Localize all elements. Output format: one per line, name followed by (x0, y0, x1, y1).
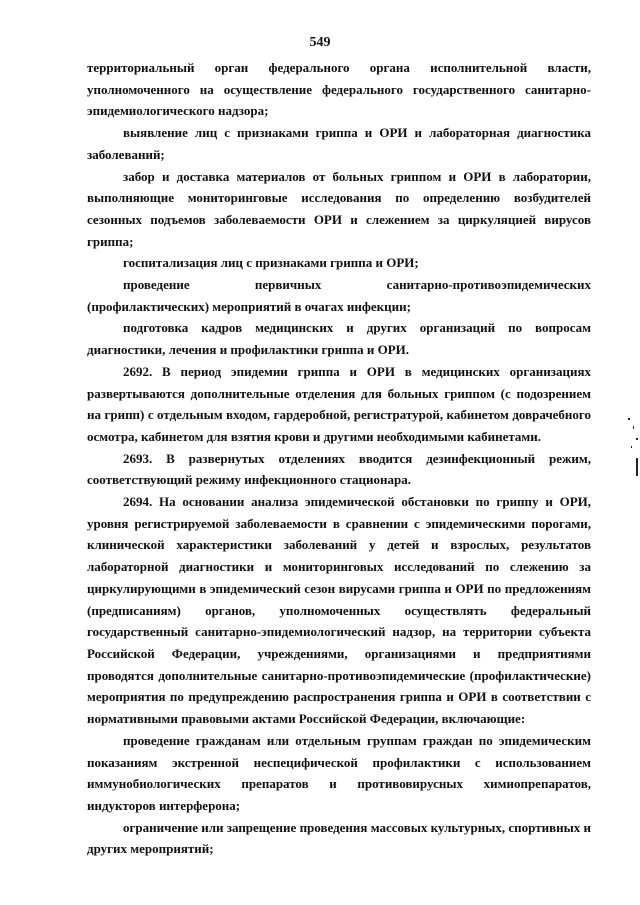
scan-artifact (636, 458, 638, 476)
paragraph-clause-2694: 2694. На основании анализа эпидемической обстановки по гриппу и ОРИ, уровня регистрируемой заболеваемости в сравнении с эпидемическими порогами, клинической характеристики заболеваний у детей и взрослых, результатов лабораторной диагностики и мониторинговых исследований по слежению за циркулирующими в эпидемический сезон вирусами гриппа и ОРИ по предложениям (предписаниям) органов, уполномоченных осуществлять федеральный государственный санитарно-эпидемиологический надзор, на территории субъекта Российской Федерации, учреждениями, организациями и предприятиями проводятся дополнительные санитарно-противоэпидемические (профилактические) мероприятия по предупреждению распространения гриппа и ОРИ в соответствии с нормативными правовыми актами Российской Федерации, включающие: (87, 494, 591, 727)
paragraph: территориальный орган федерального органа исполнительной власти, уполномоченного на осуществление федерального государственного санитарно-эпидемиологического надзора; (87, 60, 591, 119)
page-number: 549 (309, 35, 331, 50)
scan-artifact (631, 446, 632, 448)
scan-artifact (628, 418, 630, 420)
paragraph: забор и доставка материалов от больных гриппом и ОРИ в лаборатории, выполняющие мониторинговые исследования по определению возбудителей сезонных подъемов заболеваемости ОРИ и слежением за циркуляцией вирусов гриппа; (87, 168, 591, 249)
paragraph: выявление лиц с признаками гриппа и ОРИ и лабораторная диагностика заболеваний; (87, 125, 591, 162)
paragraph: ограничение или запрещение проведения массовых культурных, спортивных и других мероприятий; (87, 819, 591, 857)
paragraph: госпитализация лиц с признаками гриппа и ОРИ; (123, 255, 419, 271)
paragraph-clause-2693: 2693. В развернутых отделениях вводится дезинфекционный режим, соответствующий режиму инфекционного стационара. (87, 450, 591, 488)
scan-artifact (633, 426, 634, 429)
scan-artifact (636, 438, 638, 440)
paragraph-clause-2692: 2692. В период эпидемии гриппа и ОРИ в медицинских организациях развертываются дополнительные отделения для больных гриппом (с подозрением на грипп) с отдельным входом, гардеробной, регистратурой, кабинетом доврачебного осмотра, кабинетом для взятия крови и другими необходимыми кабинетами. (87, 363, 591, 444)
paragraph: проведение гражданам или отдельным группам граждан по эпидемическим показаниям экстренной неспецифической профилактики с использованием иммунобиологических препаратов и противовирусных химиопрепаратов, индукторов интерферона; (87, 732, 591, 813)
document-body (87, 57, 591, 860)
paragraph: проведение первичных санитарно-противоэпидемических (профилактических) мероприятий в очагах инфекции; (87, 277, 591, 314)
paragraph: подготовка кадров медицинских и других организаций по вопросам диагностики, лечения и профилактики гриппа и ОРИ. (87, 320, 591, 358)
